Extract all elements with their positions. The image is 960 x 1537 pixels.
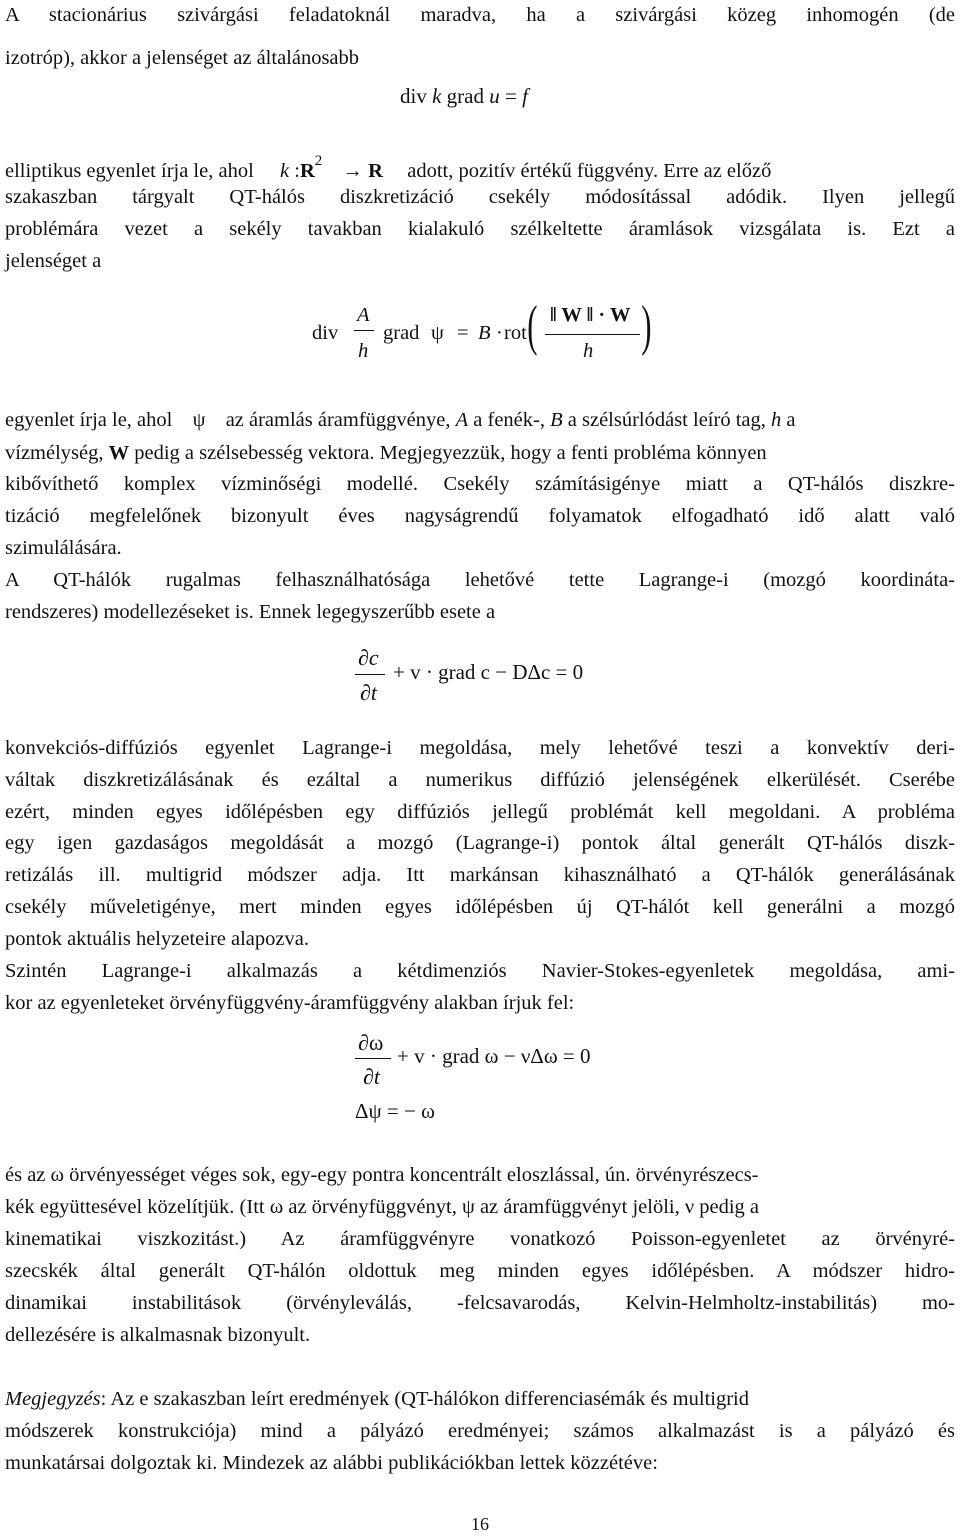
paragraph-line: Megjegyzés: Az e szakaszban leírt eredmények (QT-hálókon differenciasémák és multigrid bbox=[5, 1388, 749, 1410]
paragraph-line: A stacionárius szivárgási feladatoknál maradva, ha a szivárgási közeg inhomogén (de bbox=[5, 4, 955, 26]
paragraph-line: kibővíthető komplex vízminőségi modellé. Csekély számításigénye miatt a QT-hálós diszkre- bbox=[5, 473, 955, 495]
paragraph-line: vízmélység, W pedig a szélsebesség vektora. Megjegyezzük, hogy a fenti probléma könnyen bbox=[5, 442, 767, 464]
paragraph-line: izotróp), akkor a jelenséget az általánosabb bbox=[5, 47, 360, 69]
paragraph-line: A QT-hálók rugalmas felhasználhatósága lehetővé tette Lagrange-i (mozgó koordináta- bbox=[5, 569, 955, 591]
paragraph-line: csekély műveletigénye, mert minden egyes időlépésben új QT-hálót kell generálni a mozgó bbox=[5, 896, 955, 918]
paragraph-line: rendszeres) modellezéseket is. Ennek legegyszerűbb esete a bbox=[5, 601, 496, 623]
paragraph-line: munkatársai dolgoztak ki. Mindezek az alábbi publikációkban lettek közzétéve: bbox=[5, 1452, 658, 1474]
paragraph-line: szecskék által generált QT-hálón oldottuk meg minden egyes időlépésben. A módszer hidro- bbox=[5, 1260, 955, 1282]
paragraph-line: és az ω örvényességet véges sok, egy-egy pontra koncentrált eloszlással, ún. örvényrészecs- bbox=[5, 1164, 759, 1186]
paragraph-line: ezért, minden egyes időlépésben egy diffúziós jellegű problémát kell megoldani. A probléma bbox=[5, 801, 955, 823]
page-number: 16 bbox=[471, 1514, 489, 1534]
note-label: Megjegyzés bbox=[5, 1388, 101, 1410]
paragraph-line: dellezésére is alkalmasnak bizonyult. bbox=[5, 1324, 311, 1346]
paragraph-line: konvekciós-diffúziós egyenlet Lagrange-i megoldása, mely lehetővé teszi a konvektív deri- bbox=[5, 737, 955, 759]
paragraph-line: problémára vezet a sekély tavakban kialakuló szélkeltette áramlások vizsgálata is. Ezt a bbox=[5, 218, 955, 240]
paragraph-line: kék együttesével közelítjük. (Itt ω az örvényfüggvényt, ψ az áramfüggvényt jelöli, ν pedig a bbox=[5, 1196, 760, 1218]
paragraph-line: egy igen gazdaságos megoldását a mozgó (Lagrange-i) pontok által generált QT-hálós diszk- bbox=[5, 832, 955, 854]
paragraph-line: szimulálására. bbox=[5, 537, 122, 559]
paragraph-line: kinematikai viszkozitást.) Az áramfüggvényre vonatkozó Poisson-egyenletet az örvényré- bbox=[5, 1228, 955, 1250]
paragraph-line: váltak diszkretizálásának és ezáltal a numerikus diffúzió jelenségének elkerülését. Cserébe bbox=[5, 769, 955, 791]
paragraph-line: kor az egyenleteket örvényfüggvény-áramfüggvény alakban írjuk fel: bbox=[5, 992, 575, 1014]
paragraph-line: elliptikus egyenlet írja le, ahol k $:R^2 \to R$ adott, pozitív értékű függvény. Erre az előző bbox=[5, 153, 772, 182]
paragraph-line: tizáció megfelelőnek bizonyult éves nagyságrendű folyamatok elfogadható idő alatt való bbox=[5, 505, 955, 527]
paragraph-line: jelenséget a bbox=[5, 250, 102, 272]
paragraph-line: módszerek konstrukciója) mind a pályázó eredményei; számos alkalmazást is a pályázó és bbox=[5, 1420, 955, 1442]
paragraph-line: egyenlet írja le, ahol ψ az áramlás áramfüggvénye, A a fenék-, B a szélsúrlódást leíró tag, h a bbox=[5, 409, 796, 431]
paragraph-line: pontok aktuális helyzeteire alapozva. bbox=[5, 928, 309, 950]
paragraph-line: retizálás ill. multigrid módszer adja. Itt markánsan kihasználható a QT-hálók generálásának bbox=[5, 864, 955, 886]
paragraph-line: dinamikai instabilitások (örvényleválás, -felcsavarodás, Kelvin-Helmholtz-instabilitás) mo- bbox=[5, 1292, 955, 1314]
equation-div-k-grad-u: div k grad u = f bbox=[400, 84, 528, 108]
paragraph-line: Szintén Lagrange-i alkalmazás a kétdimenziós Navier-Stokes-egyenletek megoldása, ami- bbox=[5, 960, 955, 982]
paragraph-line: szakaszban tárgyalt QT-hálós diszkretizáció csekély módosítással adódik. Ilyen jellegű bbox=[5, 186, 955, 208]
